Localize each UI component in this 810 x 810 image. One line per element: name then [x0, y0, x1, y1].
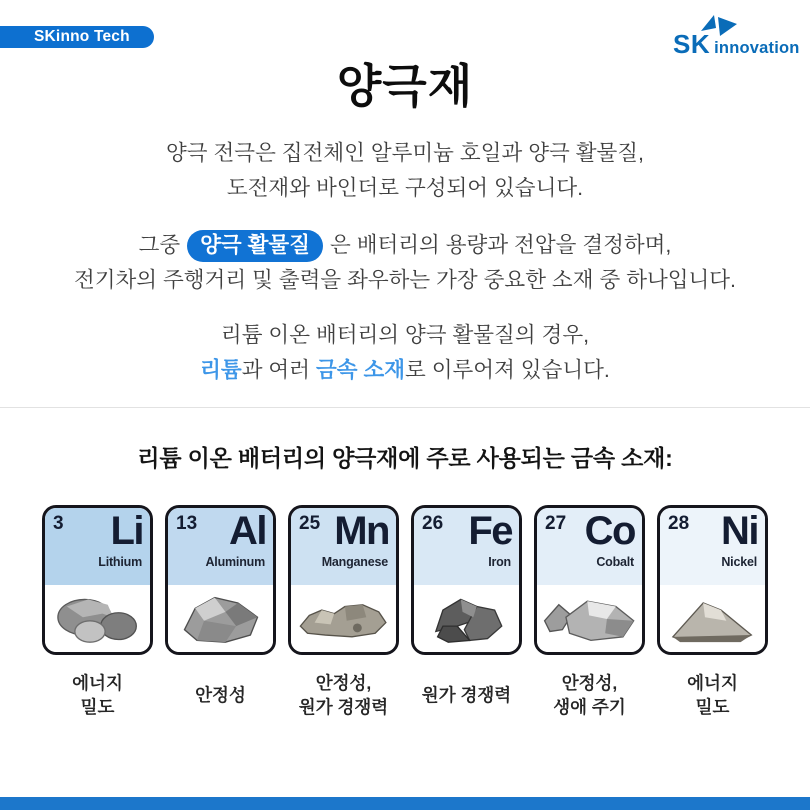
element-symbol: Al: [229, 509, 266, 553]
trait-label-aluminum: 안정성: [195, 685, 246, 705]
intro-line-2: 도전재와 바인더로 구성되어 있습니다.: [226, 176, 584, 200]
section-divider: [0, 407, 810, 408]
aluminum-rock-image: [172, 590, 270, 648]
skinno-tech-badge: SKinno Tech: [0, 26, 154, 48]
point-paragraph: [0, 228, 810, 298]
logo-sk-text: SK: [673, 29, 711, 59]
element-symbol: Li: [110, 509, 143, 553]
composition-mid: 과 여러: [241, 358, 316, 382]
element-card-manganese: [288, 505, 399, 655]
cathode-active-material-pill: 양극 활물질: [187, 230, 323, 262]
atomic-number: 3: [53, 513, 64, 534]
element-name: Aluminum: [205, 555, 265, 569]
element-symbol: Fe: [468, 509, 512, 553]
cobalt-rock-image: [541, 590, 639, 648]
lithium-rock-image: [49, 590, 147, 648]
element-column-cobalt: [534, 505, 645, 721]
point-suffix: 은 배터리의 용량과 전압을 결정하며,: [329, 233, 672, 257]
lithium-highlight: 리튬: [200, 358, 242, 382]
element-card-cobalt: [534, 505, 645, 655]
trait-label-nickel: 에너지 밀도: [687, 673, 738, 717]
atomic-number: 13: [176, 513, 198, 534]
element-card-lithium: [42, 505, 153, 655]
metal-material-highlight: 금속 소재: [315, 358, 406, 382]
logo-innovation-text: innovation: [714, 39, 800, 57]
point-line-1: [0, 228, 810, 263]
page-title: 양극재: [336, 60, 474, 112]
element-card-aluminum: [165, 505, 276, 655]
element-name: Nickel: [721, 555, 757, 569]
composition-paragraph: [0, 318, 810, 388]
atomic-number: 25: [299, 513, 321, 534]
element-name: Cobalt: [596, 555, 634, 569]
nickel-rock-image: [664, 590, 762, 648]
trait-label-lithium: 에너지 밀도: [72, 673, 123, 717]
intro-paragraph: [0, 136, 810, 206]
point-line-2: 전기차의 주행거리 및 출력을 좌우하는 가장 중요한 소재 중 하나입니다.: [73, 268, 737, 292]
element-name: Manganese: [321, 555, 388, 569]
composition-line-2: [0, 353, 810, 388]
footer-accent-bar: [0, 797, 810, 810]
trait-label-iron: 원가 경쟁력: [421, 685, 512, 705]
composition-suffix: 로 이루어져 있습니다.: [405, 358, 610, 382]
intro-line-1: 양극 전극은 집전체인 알루미늄 호일과 양극 활물질,: [166, 141, 644, 165]
element-column-nickel: [657, 505, 768, 721]
point-prefix: 그중: [138, 233, 181, 257]
element-symbol: Co: [584, 509, 635, 553]
composition-line-1: 리튬 이온 배터리의 양극 활물질의 경우,: [220, 323, 590, 347]
element-column-manganese: [288, 505, 399, 721]
atomic-number: 27: [545, 513, 567, 534]
trait-label-cobalt: 안정성, 생애 주기: [553, 673, 626, 717]
element-name: Lithium: [98, 555, 142, 569]
element-symbol: Mn: [334, 509, 389, 553]
element-card-iron: [411, 505, 522, 655]
section-heading: 리튬 이온 배터리의 양극재에 주로 사용되는 금속 소재:: [137, 445, 673, 471]
element-column-iron: [411, 505, 522, 721]
element-card-nickel: [657, 505, 768, 655]
atomic-number: 28: [668, 513, 690, 534]
atomic-number: 26: [422, 513, 444, 534]
trait-label-manganese: 안정성, 원가 경쟁력: [298, 673, 389, 717]
element-cards-row: [0, 505, 810, 721]
iron-rock-image: [418, 590, 516, 648]
element-column-aluminum: [165, 505, 276, 721]
manganese-rock-image: [295, 590, 393, 648]
element-column-lithium: [42, 505, 153, 721]
element-name: Iron: [488, 555, 511, 569]
element-symbol: Ni: [721, 509, 758, 553]
